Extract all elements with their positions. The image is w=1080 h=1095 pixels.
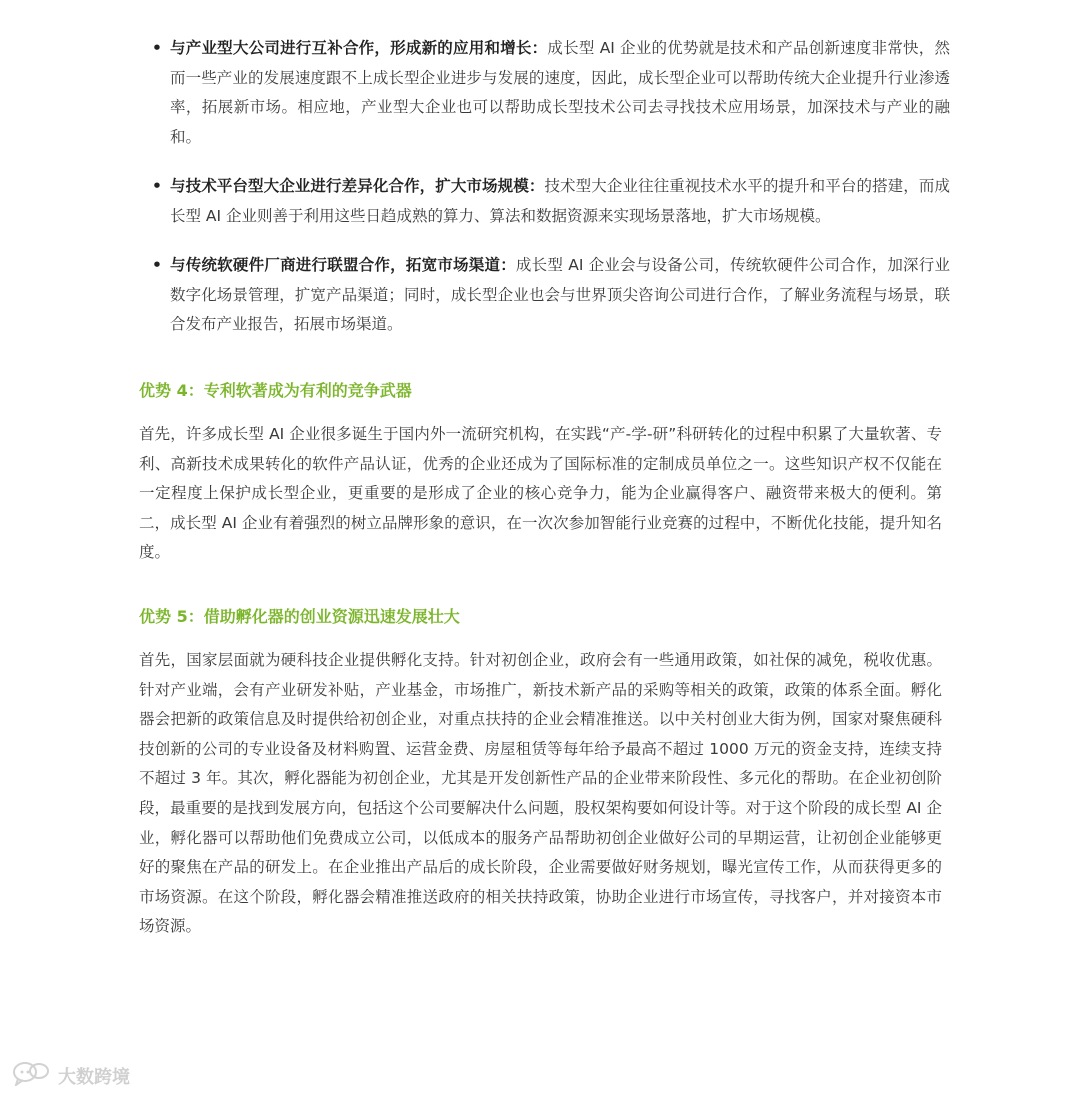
- watermark: [12, 1060, 130, 1091]
- bullet-text: 成长型 AI 企业会与设备公司，传统软硬件公司合作，加深行业数字化场景管理，扩宽产品渠道；同时，成长型企业也会与世界顶尖咨询公司进行合作，了解业务流程与场景，联合发布产业报告，拓展市场渠道。: [170, 256, 950, 333]
- section-5-title: 优势 5：借助孵化器的创业资源迅速发展壮大: [139, 607, 460, 626]
- bullet-dot-icon: •: [152, 39, 162, 57]
- chat-bubble-logo-icon: [12, 1060, 52, 1091]
- bullet-dot-icon: •: [152, 177, 162, 195]
- bullet-item: [150, 34, 950, 152]
- bullet-lead: 与产业型大公司进行互补合作，形成新的应用和增长：: [170, 39, 548, 57]
- section-4-paragraph: 首先，许多成长型 AI 企业很多诞生于国内外一流研究机构，在实践“产-学-研”科研转化的过程中积累了大量软著、专利、高新技术成果转化的软件产品认证，优秀的企业还成为了国际标准的定制成员单位之一。这些知识产权不仅能在一定程度上保护成长型企业，更重要的是形成了企业的核心竞争力，能为企业赢得客户、融资带来极大的便利。第二，成长型 AI 企业有着强烈的树立品牌形象的意识，在一次次参加智能行业竞赛的过程中，不断优化技能，提升知名度。: [139, 425, 942, 562]
- bullet-dot-icon: •: [152, 256, 162, 274]
- section-5-paragraph: 首先，国家层面就为硬科技企业提供孵化支持。针对初创企业，政府会有一些通用政策，如社保的减免，税收优惠。针对产业端，会有产业研发补贴，产业基金，市场推广，新技术新产品的采购等相关的政策，政策的体系全面。孵化器会把新的政策信息及时提供给初创企业，对重点扶持的企业会精准推送。以中关村创业大街为例，国家对聚焦硬科技创新的公司的专业设备及材料购置、运营金费、房屋租赁等每年给予最高不超过 1000 万元的资金支持，连续支持不超过 3 年。其次，孵化器能为初创企业，尤其是开发创新性产品的企业带来阶段性、多元化的帮助。在企业初创阶段，最重要的是找到发展方向，包括这个公司要解决什么问题，股权架构要如何设计等。对于这个阶段的成长型 AI 企业，孵化器可以帮助他们免费成立公司，以低成本的服务产品帮助初创企业做好公司的早期运营，让初创企业能够更好的聚焦在产品的研发上。在企业推出产品后的成长阶段，企业需要做好财务规划，曝光宣传工作，从而获得更多的市场资源。在这个阶段，孵化器会精准推送政府的相关扶持政策，协助企业进行市场宣传，寻找客户，并对接资本市场资源。: [139, 651, 942, 936]
- bullet-list: [150, 34, 950, 360]
- bullet-text: 成长型 AI 企业的优势就是技术和产品创新速度非常快，然而一些产业的发展速度跟不上成长型企业进步与发展的速度，因此，成长型企业可以帮助传统大企业提升行业渗透率，拓展新市场。相应地，产业型大企业也可以帮助成长型技术公司去寻找技术应用场景，加深技术与产业的融和。: [170, 39, 950, 146]
- bullet-text: 技术型大企业往往重视技术水平的提升和平台的搭建，而成长型 AI 企业则善于利用这些日趋成熟的算力、算法和数据资源来实现场景落地，扩大市场规模。: [170, 177, 950, 225]
- bullet-lead: 与技术平台型大企业进行差异化合作，扩大市场规模：: [170, 177, 545, 195]
- section-4-title: 优势 4：专利软著成为有利的竞争武器: [139, 381, 412, 400]
- bullet-item: [150, 251, 950, 340]
- bullet-item: [150, 172, 950, 231]
- bullet-lead: 与传统软硬件厂商进行联盟合作，拓宽市场渠道：: [170, 256, 516, 274]
- watermark-text: 大数跨境: [58, 1066, 130, 1088]
